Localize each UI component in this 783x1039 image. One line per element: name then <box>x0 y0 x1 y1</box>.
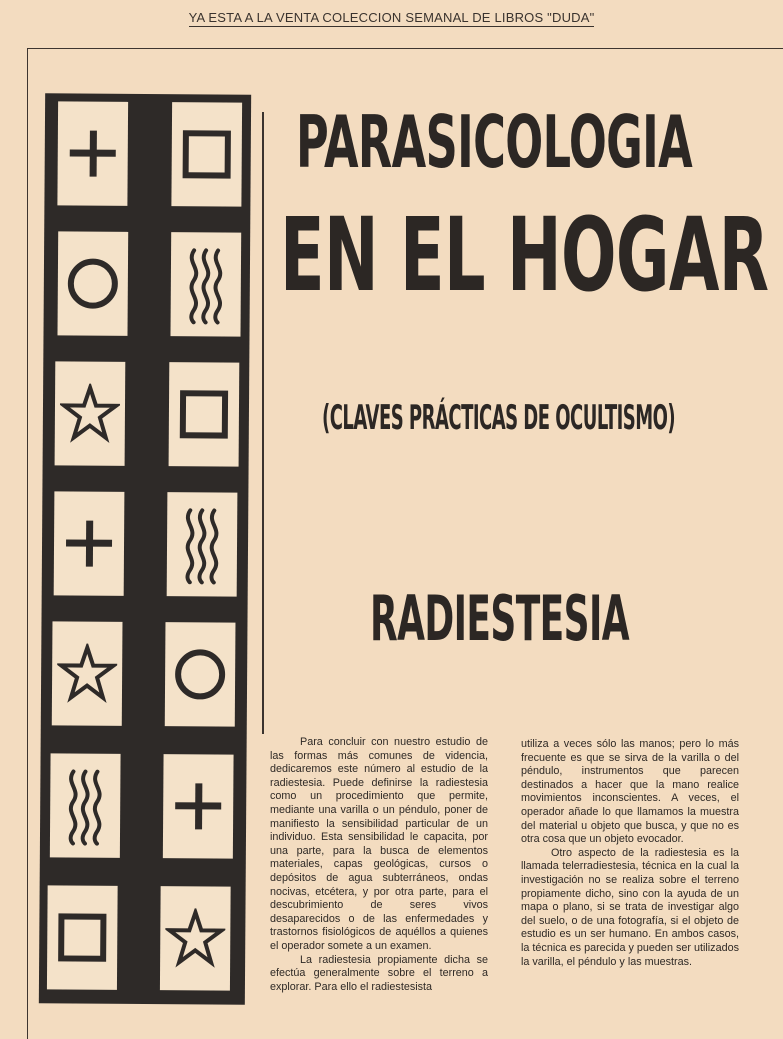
symbol-card <box>160 886 231 990</box>
title-line-1: PARASICOLOGIA <box>296 100 693 184</box>
symbol-card <box>170 232 241 336</box>
square-icon <box>178 388 230 440</box>
circle-icon <box>172 646 228 702</box>
top-banner-text: YA ESTA A LA VENTA COLECCION SEMANAL DE LIBROS "DUDA" <box>188 10 595 25</box>
square-icon <box>56 911 108 963</box>
article-column-1 <box>270 736 488 994</box>
waves-icon <box>184 244 229 324</box>
paragraph: La radiestesia propiamente dicha se efectúa generalmente sobre el terreno a explorar. Para ello el radiestesista <box>270 953 488 993</box>
circle-icon <box>65 255 121 311</box>
paragraph: Para concluir con nuestro estudio de las formas más comunes de videncia, dedicaremos este número al estudio de la radiestesia. Puede definirse la radiestesia como un procedimiento que permite, mediante una varilla o un péndulo, poner de manifiesto la sensibilidad particular de un individuo. Esta sensibilidad le capacita, por una parte, para la busca de elementos materiales, capas geológicas, cursos o depósitos de agua subterráneos, ondas nocivas, etcétera, y por otra parte, para el descubrimiento de seres vivos desaparecidos o de las enfermedades y trastornos fisiológicos de aquéllos a quienes el operador somete a un examen. <box>270 736 488 952</box>
subtitle: (CLAVES PRÁCTICAS DE OCULTISMO) <box>322 398 676 438</box>
star-icon <box>165 908 225 968</box>
waves-icon <box>180 504 225 584</box>
symbol-card <box>47 885 118 989</box>
star-icon <box>60 383 120 443</box>
symbol-card <box>165 622 236 726</box>
cross-icon <box>173 781 223 831</box>
title-line-2: EN EL HOGAR <box>280 196 769 315</box>
symbol-card <box>57 231 128 335</box>
column-divider <box>262 112 264 734</box>
top-banner <box>0 10 783 25</box>
cross-icon <box>68 128 118 178</box>
symbol-card <box>57 101 128 205</box>
cross-icon <box>64 518 114 568</box>
symbol-card <box>55 361 126 465</box>
symbol-strip <box>39 93 251 1004</box>
symbol-card <box>169 362 240 466</box>
square-icon <box>181 128 233 180</box>
star-icon <box>57 643 117 703</box>
paragraph: Otro aspecto de la radiestesia es la llamada telerradiestesia, técnica en la cual la investigación no se realiza sobre el terreno propiamente dicho, sino con la ayuda de un mapa o plano, si se trata de investigar algo del suelo, o de una fotografía, si el objeto de estudio es un ser humano. En ambos casos, la técnica es parecida y pueden ser utilizados la varilla, el péndulo y las muestras. <box>521 846 739 968</box>
waves-icon <box>63 765 108 845</box>
article-column-2 <box>521 738 739 969</box>
paragraph: utiliza a veces sólo las manos; pero lo más frecuente es que se sirva de la varilla o del péndulo, instrumentos que parecen destinados a hacer que la mano realice movimientos inconscientes. A veces, el operador añade lo que llamamos la muestra del material u objeto que busca, y que no es otra cosa que un objeto evocador. <box>521 738 739 846</box>
symbol-card <box>171 102 242 206</box>
section-heading: RADIESTESIA <box>370 582 630 655</box>
symbol-card <box>52 621 123 725</box>
symbol-card <box>163 754 234 858</box>
symbol-card <box>167 492 238 596</box>
symbol-card <box>54 491 125 595</box>
symbol-card <box>50 753 121 857</box>
